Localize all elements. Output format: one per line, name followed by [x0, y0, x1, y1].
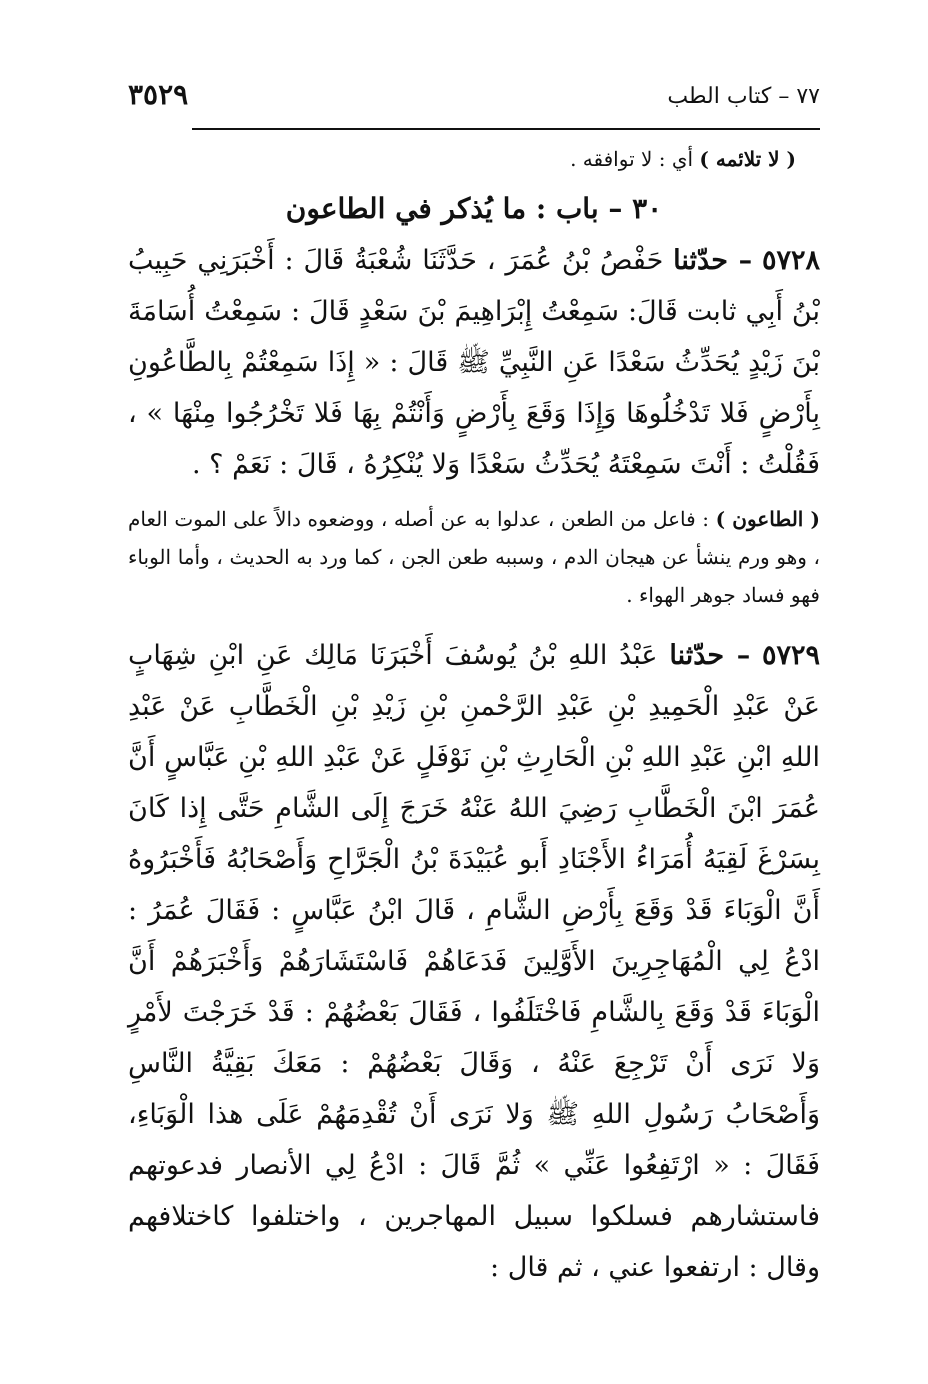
hadith-text: عَبْدُ اللهِ بْنُ يُوسُفَ أَخْبَرَنَا مَالِك عَنِ ابْنِ شِهَابٍ عَنْ عَبْدِ الْحَمِيدِ بْنِ عَبْدِ الرَّحْمنِ بْنِ زَيْدِ بْنِ الْخَطَّابِ عَنْ عَبْدِ اللهِ ابْنِ عَبْدِ اللهِ بْنِ الْحَارِثِ بْنِ نَوْفَلٍ عَنْ عَبْدِ اللهِ بْنِ عَبَّاسٍ أَنَّ عُمَرَ ابْنَ الْخَطَّابِ رَضِيَ اللهُ عَنْهُ خَرَجَ إِلَى الشَّامِ حَتَّى إِذا كَانَ بِسَرْغَ لَقِيَهُ أُمَرَاءُ الأَجْنَادِ أَبو عُبَيْدَةَ بْنُ الْجَرَّاحِ وَأَصْحَابُهُ فَأَخْبَرُوهُ أَنَّ الْوَبَاءَ قَدْ وَقَعَ بِأَرْضِ الشَّامِ ، قَالَ ابْنُ عَبَّاسٍ : فَقَالَ عُمَرُ : ادْعُ لِي الْمُهَاجِرِينَ الأَوَّلِينَ فَدَعَاهُمْ فَاسْتَشَارَهُمْ وَأَخْبَرَهُمْ أَنَّ الْوَبَاءَ قَدْ وَقَعَ بِالشَّامِ فَاخْتَلَفُوا ، فَقَالَ بَعْضُهُمْ : قَدْ خَرَجْتَ لأَمْرٍ وَلا نَرَى أَنْ تَرْجِعَ عَنْهُ ، وَقَالَ بَعْضُهُمْ : مَعَكَ بَقِيَّةُ النَّاسِ وَأَصْحَابُ رَسُولِ اللهِ ﷺ وَلا نَرَى أَنْ تُقْدِمَهُمْ عَلَى هذا الْوَبَاءِ، فَقَالَ : « ارْتَفِعُوا عَنِّي » ثُمَّ قَالَ : ادْعُ لِي الأنصار فدعوتهم فاستشارهم فسلكوا سبيل المهاجرين ، واختلفوا كاختلافهم وقال : ارتفعوا عني ، ثم قال : [128, 640, 820, 1283]
section-heading: ٣٠ – باب : ما يُذكر في الطاعون [285, 192, 663, 225]
chapter-title: ٧٧ – كتاب الطب [667, 84, 820, 109]
hadith-5728 [128, 235, 820, 490]
hadith-text: حَفْصُ بْنُ عُمَرَ ، حَدَّثَنَا شُعْبَةُ قَالَ : أَخْبَرَنِي حَبِيبُ بْنُ أَبِي ثابت قَالَ: سَمِعْتُ إِبْرَاهِيمَ بْنَ سَعْدٍ قَالَ : سَمِعْتُ أُسَامَةَ بْنَ زَيْدٍ يُحَدِّثُ سَعْدًا عَنِ النَّبِيِّ ﷺ قَالَ : « إِذَا سَمِعْتُمْ بِالطَّاعُونِ بِأَرْضٍ فَلا تَدْخُلُوهَا وَإِذَا وَقَعَ بِأَرْضٍ وَأَنْتُمْ بِهَا فَلا تَخْرُجُوا مِنْهَا » ، فَقُلْتُ : أَنْتَ سَمِعْتَهُ يُحَدِّثُ سَعْدًا وَلا يُنْكِرُهُ ، قَالَ : نَعَمْ ؟ . [128, 245, 820, 480]
hadith-lead: – حدّثنا [673, 245, 753, 276]
footnote-term: ( لا تلائمه ) [699, 147, 796, 171]
header-rule [192, 128, 820, 130]
hadith-number: ٥٧٢٨ [761, 245, 820, 276]
footnote-taun [128, 500, 820, 614]
hadith-lead: – حدّثنا [669, 640, 751, 671]
hadith-number: ٥٧٢٩ [762, 640, 821, 671]
footnote-term: ( الطاعون ) [715, 507, 820, 531]
page-number: ٣٥٢٩ [128, 78, 189, 111]
footnote-tulaimuhu [128, 140, 796, 178]
footnote-text: أي : لا توافقه . [570, 147, 694, 171]
hadith-5729 [128, 630, 820, 1293]
page-body [128, 140, 820, 1293]
footnote-text: : فاعل من الطعن ، عدلوا به عن أصله ، ووضعوه دالاً على الموت العام ، وهو ورم ينشأ عن هيجان الدم ، وسببه طعن الجن ، كما ورد به الحديث ، وأما الوباء فهو فساد جوهر الهواء . [128, 507, 820, 607]
page-header [128, 78, 820, 124]
